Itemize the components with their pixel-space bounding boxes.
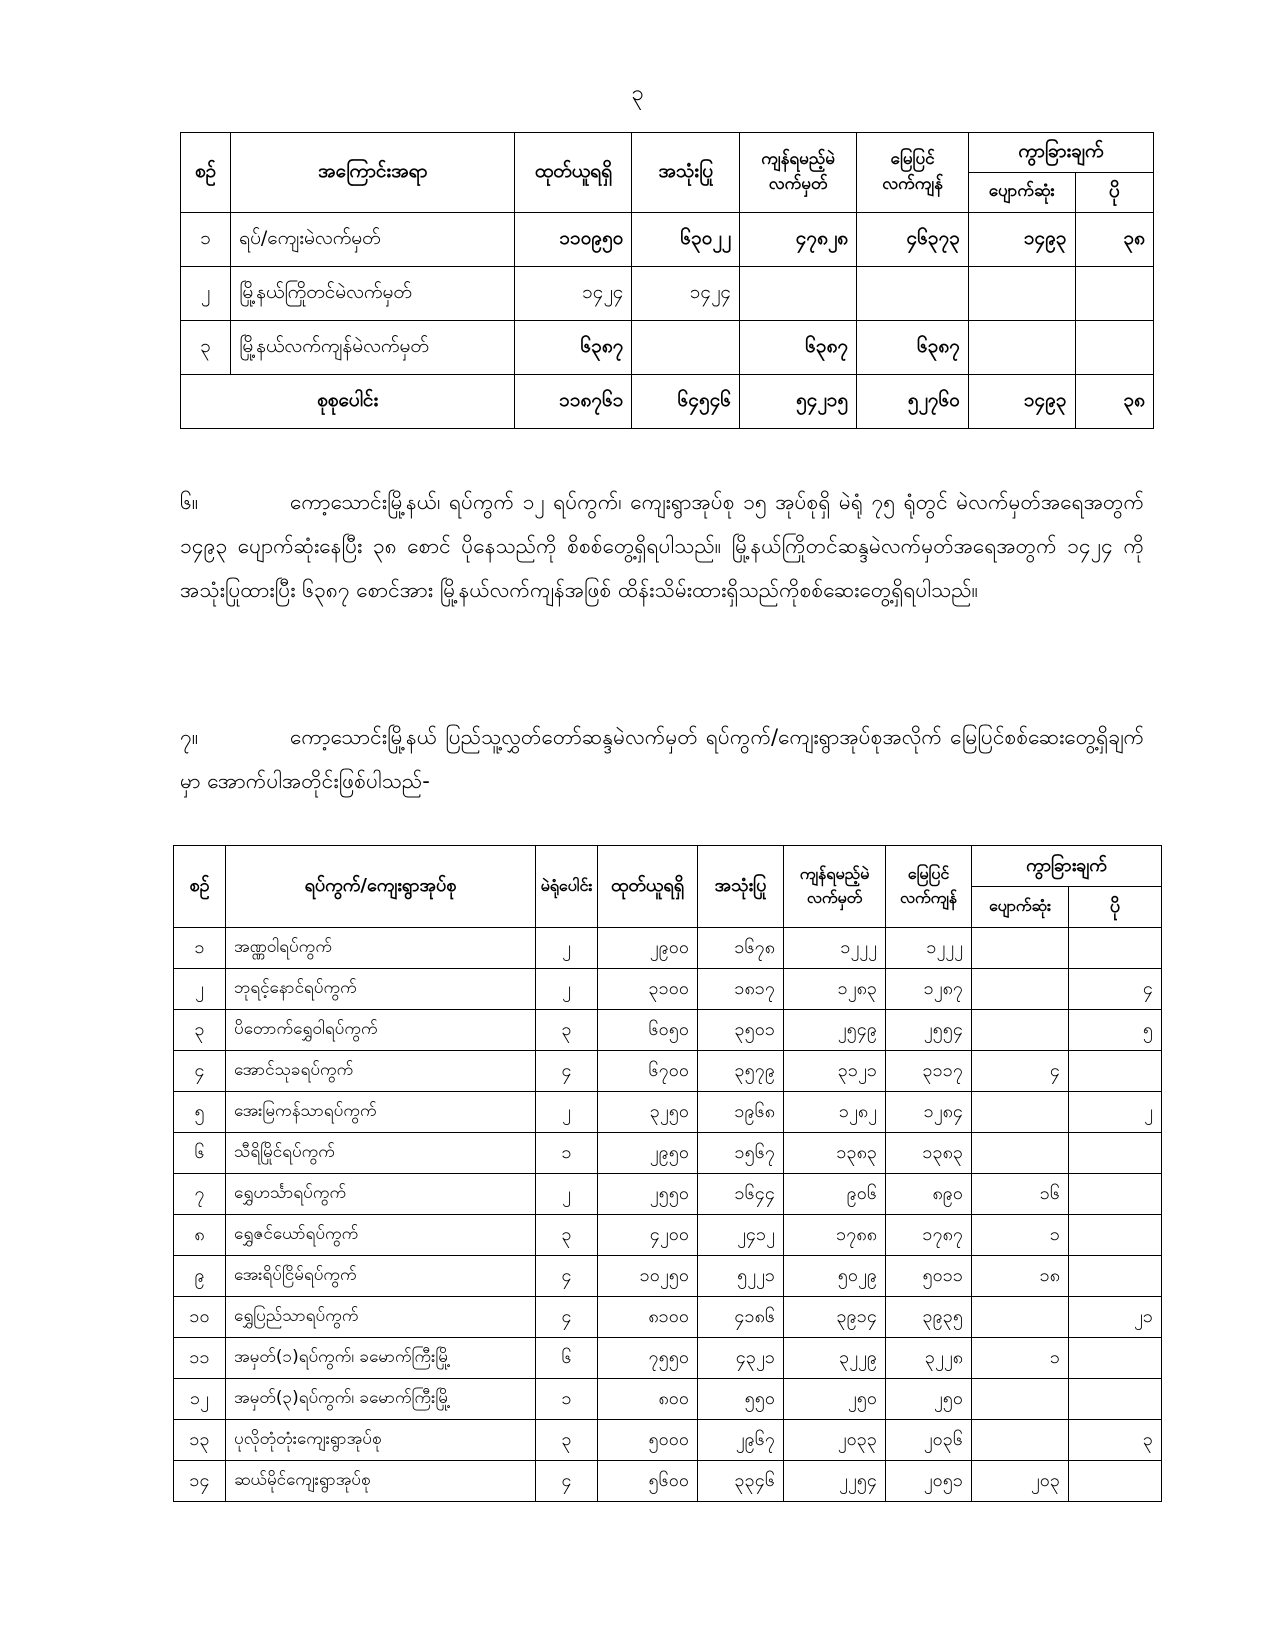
cell-no: ၁၃ (174, 1420, 226, 1461)
cell-missing (972, 1420, 1069, 1461)
cell-excess (1069, 1256, 1162, 1297)
cell-missing (972, 969, 1069, 1010)
col-header-actual: မြေပြင်လက်ကျန် (886, 846, 972, 928)
table-row (174, 928, 1162, 969)
cell-received: ၁၁၀၉၅၀ (515, 213, 632, 267)
cell-stations: ၂ (536, 1174, 598, 1215)
cell-excess: ၃၈ (1075, 213, 1153, 267)
cell-missing: ၄ (972, 1051, 1069, 1092)
cell-actual: ၃၉၃၅ (886, 1297, 972, 1338)
cell-excess (1069, 1379, 1162, 1420)
cell-used: ၁၆၇၈ (698, 928, 784, 969)
cell-missing (968, 321, 1075, 375)
cell-stations: ၂ (536, 928, 598, 969)
cell-ward: ပိတောက်ရွှေဝါရပ်ကွက် (226, 1010, 536, 1051)
cell-received: ၂၉၀၀ (598, 928, 698, 969)
col-header-used: အသုံးပြု (698, 846, 784, 928)
total-row (181, 375, 1154, 429)
cell-missing: ၁၆ (972, 1174, 1069, 1215)
cell-used: ၄၃၂၁ (698, 1338, 784, 1379)
cell-remaining: ၂၅၀ (784, 1379, 886, 1420)
cell-missing: ၂၀၃ (972, 1461, 1069, 1502)
cell-remaining: ၁၃၈၃ (784, 1133, 886, 1174)
cell-received: ၈၀၀ (598, 1379, 698, 1420)
cell-used: ၆၃၀၂၂ (632, 213, 740, 267)
cell-missing (972, 928, 1069, 969)
table-row (174, 1133, 1162, 1174)
col-header-received: ထုတ်ယူရရှိ (515, 133, 632, 213)
cell-used: ၁၆၄၄ (698, 1174, 784, 1215)
cell-actual: ၁၂၂၂ (886, 928, 972, 969)
total-label: စုစုပေါင်း (181, 375, 515, 429)
cell-excess (1075, 267, 1153, 321)
cell-ward: ဘုရင့်နောင်ရပ်ကွက် (226, 969, 536, 1010)
cell-excess (1069, 1133, 1162, 1174)
cell-used: ၁၅၆၇ (698, 1133, 784, 1174)
cell-excess (1069, 1215, 1162, 1256)
cell-subject: ရပ်/ကျေးမဲလက်မှတ် (231, 213, 515, 267)
cell-stations: ၂ (536, 1092, 598, 1133)
cell-no: ၁၂ (174, 1379, 226, 1420)
cell-used: ၁၈၁၇ (698, 969, 784, 1010)
cell-no: ၁ (174, 928, 226, 969)
cell-used (632, 321, 740, 375)
cell-received: ၁၄၂၄ (515, 267, 632, 321)
cell-actual: ၂၅၅၄ (886, 1010, 972, 1051)
col-header-received: ထုတ်ယူရရှိ (598, 846, 698, 928)
col-header-used: အသုံးပြု (632, 133, 740, 213)
cell-excess (1069, 1461, 1162, 1502)
table-row (181, 267, 1154, 321)
cell-excess: ၄ (1069, 969, 1162, 1010)
cell-no: ၂ (181, 267, 231, 321)
cell-remaining (740, 267, 857, 321)
cell-actual: ၆၃၈၇ (857, 321, 969, 375)
cell-actual: ၅၀၁၁ (886, 1256, 972, 1297)
cell-used: ၃၅၀၁ (698, 1010, 784, 1051)
ballot-summary-table (180, 132, 1154, 429)
cell-no: ၆ (174, 1133, 226, 1174)
cell-actual: ၂၀၅၁ (886, 1461, 972, 1502)
cell-missing (972, 1133, 1069, 1174)
col-header-excess: ပို (1069, 887, 1162, 928)
paragraph-number: ၆။ (180, 490, 199, 514)
table-row (174, 1297, 1162, 1338)
col-header-subject: အကြောင်းအရာ (231, 133, 515, 213)
cell-no: ၃ (181, 321, 231, 375)
table-row (174, 1379, 1162, 1420)
cell-stations: ၄ (536, 1297, 598, 1338)
col-header-difference: ကွာခြားချက် (972, 846, 1162, 887)
cell-used: ၅၂၂၁ (698, 1256, 784, 1297)
cell-no: ၁ (181, 213, 231, 267)
cell-excess: ၂၁ (1069, 1297, 1162, 1338)
cell-ward: ရွှေဇင်ယော်ရပ်ကွက် (226, 1215, 536, 1256)
cell-remaining: ၆၃၈၇ (740, 321, 857, 375)
cell-remaining: ၅၀၂၉ (784, 1256, 886, 1297)
paragraph-text: ကော့သောင်းမြို့နယ် ပြည်သူ့လွှတ်တော်ဆန္ဒမဲလက်မှတ် ရပ်ကွက်/ကျေးရွာအုပ်စုအလိုက် မြေပြင်စစ်ဆေးတွေ့ရှိချက်မှာ အောက်ပါအတိုင်းဖြစ်ပါသည်- (180, 725, 1144, 793)
cell-received: ၈၁၀၀ (598, 1297, 698, 1338)
cell-stations: ၆ (536, 1338, 598, 1379)
col-header-missing: ပျောက်ဆုံး (972, 887, 1069, 928)
cell-no: ၄ (174, 1051, 226, 1092)
col-header-ward: ရပ်ကွက်/ကျေးရွာအုပ်စု (226, 846, 536, 928)
cell-stations: ၃ (536, 1215, 598, 1256)
cell-actual: ၂၀၃၆ (886, 1420, 972, 1461)
cell-excess (1075, 321, 1153, 375)
cell-no: ၃ (174, 1010, 226, 1051)
cell-actual: ၁၇၈၇ (886, 1215, 972, 1256)
cell-missing: ၁ (972, 1215, 1069, 1256)
total-used: ၆၄၅၄၆ (632, 375, 740, 429)
cell-actual: ၂၅၀ (886, 1379, 972, 1420)
col-header-missing: ပျောက်ဆုံး (968, 173, 1075, 213)
cell-ward: အေးမြကန်သာရပ်ကွက် (226, 1092, 536, 1133)
cell-used: ၄၁၈၆ (698, 1297, 784, 1338)
table-row (174, 1461, 1162, 1502)
cell-excess (1069, 1051, 1162, 1092)
cell-received: ၆၇၀၀ (598, 1051, 698, 1092)
cell-ward: အေးရိပ်ငြိမ်ရပ်ကွက် (226, 1256, 536, 1297)
cell-received: ၂၉၅၀ (598, 1133, 698, 1174)
cell-remaining: ၁၂၈၂ (784, 1092, 886, 1133)
cell-remaining: ၁၇၈၈ (784, 1215, 886, 1256)
cell-used: ၃၅၇၉ (698, 1051, 784, 1092)
cell-no: ၁၄ (174, 1461, 226, 1502)
table-row (174, 1256, 1162, 1297)
total-missing: ၁၄၉၃ (968, 375, 1075, 429)
cell-remaining: ၂၅၄၉ (784, 1010, 886, 1051)
table-row (174, 1174, 1162, 1215)
cell-received: ၃၂၅၀ (598, 1092, 698, 1133)
cell-missing: ၁၈ (972, 1256, 1069, 1297)
total-actual: ၅၂၇၆၀ (857, 375, 969, 429)
col-header-no: စဉ် (174, 846, 226, 928)
table-row (181, 213, 1154, 267)
cell-stations: ၁ (536, 1133, 598, 1174)
cell-received: ၁၀၂၅၀ (598, 1256, 698, 1297)
cell-stations: ၄ (536, 1051, 598, 1092)
cell-excess (1069, 1174, 1162, 1215)
paragraph-text: ကော့သောင်းမြို့နယ်၊ ရပ်ကွက် ၁၂ ရပ်ကွက်၊ ကျေးရွာအုပ်စု ၁၅ အုပ်စုရှိ မဲရုံ ၇၅ ရုံတွင် မဲလက်မှတ်အရေအတွက် ၁၄၉၃ ပျောက်ဆုံးနေပြီး ၃၈ စောင် ပိုနေသည်ကို စိစစ်တွေ့ရှိရပါသည်။ မြို့နယ်ကြိုတင်ဆန္ဒမဲလက်မှတ်အရေအတွက် ၁၄၂၄ ကို အသုံးပြုထားပြီး ၆၃၈၇ စောင်အား မြို့နယ်လက်ကျန်အဖြစ် ထိန်းသိမ်းထားရှိသည်ကိုစစ်ဆေးတွေ့ရှိရပါသည်။ (180, 490, 1144, 602)
table-row (181, 321, 1154, 375)
cell-actual: ၁၃၈၃ (886, 1133, 972, 1174)
col-header-actual: မြေပြင်လက်ကျန် (857, 133, 969, 213)
col-header-remaining: ကျန်ရမည့်မဲလက်မှတ် (784, 846, 886, 928)
cell-missing (972, 1092, 1069, 1133)
cell-stations: ၃ (536, 1010, 598, 1051)
cell-used: ၅၅၀ (698, 1379, 784, 1420)
cell-ward: သီရိမြိုင်ရပ်ကွက် (226, 1133, 536, 1174)
cell-ward: ရွှေဟင်္သာရပ်ကွက် (226, 1174, 536, 1215)
cell-remaining: ၃၂၂၉ (784, 1338, 886, 1379)
cell-used: ၂၉၆၇ (698, 1420, 784, 1461)
cell-stations: ၃ (536, 1420, 598, 1461)
cell-stations: ၄ (536, 1461, 598, 1502)
paragraph-number: ၇။ (180, 725, 199, 749)
paragraph-7 (180, 715, 1144, 803)
table-row (174, 1215, 1162, 1256)
cell-missing: ၁၄၉၃ (968, 213, 1075, 267)
cell-stations: ၄ (536, 1256, 598, 1297)
cell-missing (972, 1297, 1069, 1338)
cell-remaining: ၉၀၆ (784, 1174, 886, 1215)
table-row (174, 1051, 1162, 1092)
cell-actual: ၄၆၃၇၃ (857, 213, 969, 267)
cell-used: ၂၄၁၂ (698, 1215, 784, 1256)
cell-received: ၆၃၈၇ (515, 321, 632, 375)
table-row (174, 1010, 1162, 1051)
cell-ward: အောင်သုခရပ်ကွက် (226, 1051, 536, 1092)
col-header-no: စဉ် (181, 133, 231, 213)
col-header-stations: မဲရုံပေါင်း (536, 846, 598, 928)
cell-excess: ၅ (1069, 1010, 1162, 1051)
cell-remaining: ၃၉၁၄ (784, 1297, 886, 1338)
cell-received: ၅၆၀၀ (598, 1461, 698, 1502)
cell-no: ၅ (174, 1092, 226, 1133)
cell-actual: ၃၂၂၈ (886, 1338, 972, 1379)
cell-ward: ပုလိုတုံတုံးကျေးရွာအုပ်စု (226, 1420, 536, 1461)
cell-received: ၅၀၀၀ (598, 1420, 698, 1461)
table-row (174, 1338, 1162, 1379)
col-header-difference: ကွာခြားချက် (968, 133, 1153, 173)
ward-ballot-table (173, 845, 1162, 1502)
cell-no: ၁၀ (174, 1297, 226, 1338)
col-header-remaining: ကျန်ရမည့်မဲလက်မှတ် (740, 133, 857, 213)
cell-used: ၁၄၂၄ (632, 267, 740, 321)
cell-remaining: ၂၂၅၄ (784, 1461, 886, 1502)
cell-received: ၄၂၀၀ (598, 1215, 698, 1256)
cell-remaining: ၁၂၂၂ (784, 928, 886, 969)
total-excess: ၃၈ (1075, 375, 1153, 429)
cell-ward: အမှတ်(၁)ရပ်ကွက်၊ ခမောက်ကြီးမြို့ (226, 1338, 536, 1379)
page-number: ၃ (631, 81, 644, 106)
cell-ward: ဆယ်မိုင်ကျေးရွာအုပ်စု (226, 1461, 536, 1502)
cell-no: ၈ (174, 1215, 226, 1256)
cell-excess: ၃ (1069, 1420, 1162, 1461)
cell-ward: အမှတ်(၃)ရပ်ကွက်၊ ခမောက်ကြီးမြို့ (226, 1379, 536, 1420)
col-header-excess: ပို (1075, 173, 1153, 213)
cell-received: ၂၅၅၀ (598, 1174, 698, 1215)
cell-received: ၃၁၀၀ (598, 969, 698, 1010)
paragraph-6 (180, 480, 1144, 612)
cell-no: ၉ (174, 1256, 226, 1297)
cell-excess: ၂ (1069, 1092, 1162, 1133)
table-row (174, 1420, 1162, 1461)
cell-missing (972, 1010, 1069, 1051)
cell-missing (968, 267, 1075, 321)
cell-used: ၁၉၆၈ (698, 1092, 784, 1133)
cell-missing (972, 1379, 1069, 1420)
cell-remaining: ၂၀၃၃ (784, 1420, 886, 1461)
cell-remaining: ၄၇၈၂၈ (740, 213, 857, 267)
cell-actual: ၃၁၁၇ (886, 1051, 972, 1092)
cell-stations: ၂ (536, 969, 598, 1010)
cell-actual (857, 267, 969, 321)
cell-actual: ၁၂၈၄ (886, 1092, 972, 1133)
cell-missing: ၁ (972, 1338, 1069, 1379)
cell-no: ၁၁ (174, 1338, 226, 1379)
cell-no: ၇ (174, 1174, 226, 1215)
total-received: ၁၁၈၇၆၁ (515, 375, 632, 429)
cell-remaining: ၃၁၂၁ (784, 1051, 886, 1092)
cell-excess (1069, 928, 1162, 969)
cell-remaining: ၁၂၈၃ (784, 969, 886, 1010)
cell-excess (1069, 1338, 1162, 1379)
table-row (174, 1092, 1162, 1133)
cell-actual: ၁၂၈၇ (886, 969, 972, 1010)
table-row (174, 969, 1162, 1010)
total-remaining: ၅၄၂၁၅ (740, 375, 857, 429)
cell-ward: အဏ္ဏဝါရပ်ကွက် (226, 928, 536, 969)
cell-subject: မြို့နယ်ကြိုတင်မဲလက်မှတ် (231, 267, 515, 321)
cell-ward: ရွှေပြည်သာရပ်ကွက် (226, 1297, 536, 1338)
cell-no: ၂ (174, 969, 226, 1010)
cell-received: ၆၀၅၀ (598, 1010, 698, 1051)
cell-actual: ၈၉၀ (886, 1174, 972, 1215)
cell-stations: ၁ (536, 1379, 598, 1420)
cell-received: ၇၅၅၀ (598, 1338, 698, 1379)
cell-used: ၃၃၄၆ (698, 1461, 784, 1502)
cell-subject: မြို့နယ်လက်ကျန်မဲလက်မှတ် (231, 321, 515, 375)
